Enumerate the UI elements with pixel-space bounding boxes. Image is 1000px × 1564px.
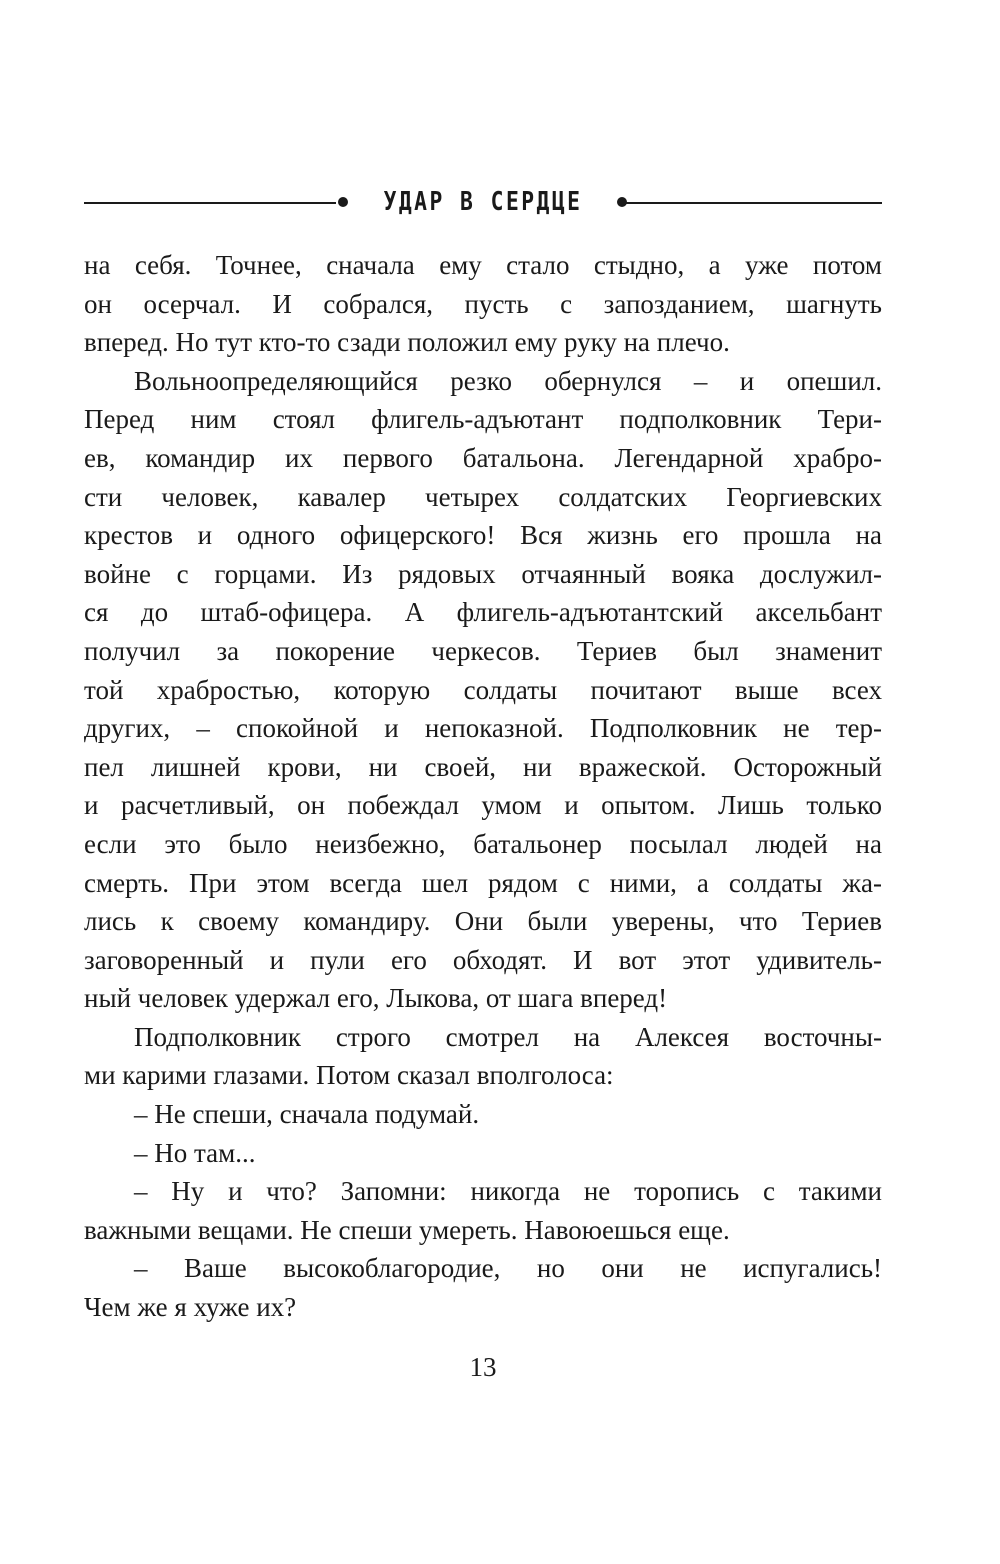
- text-line: он осерчал. И собрался, пусть с запозданием, шагнуть: [84, 288, 882, 319]
- text-line: вперед. Но тут кто-то сзади положил ему руку на плечо.: [84, 327, 730, 358]
- header-rule-left: [84, 202, 336, 204]
- text-line: заговоренный и пули его обходят. И вот этот удивитель-: [84, 944, 882, 975]
- text-line: Подполковник строго смотрел на Алексея восточны-: [134, 1021, 882, 1052]
- text-line: если это было неизбежно, батальонер посылал людей на: [84, 828, 882, 859]
- text-line: пел лишней крови, ни своей, ни вражеской. Осторожный: [84, 751, 882, 782]
- text-line: важными вещами. Не спеши умереть. Навоюешься еще.: [84, 1214, 730, 1245]
- text-line: ми карими глазами. Потом сказал вполголоса:: [84, 1060, 614, 1091]
- header-rule-right: [620, 202, 882, 204]
- text-line: лись к своему командиру. Они были уверены, что Териев: [84, 906, 882, 937]
- text-line: других, – спокойной и непоказной. Подполковник не тер-: [84, 713, 882, 744]
- text-line: смерть. При этом всегда шел рядом с ними, а солдаты жа-: [84, 867, 882, 898]
- text-line: ный человек удержал его, Лыкова, от шага вперед!: [84, 983, 668, 1014]
- header-bullet-left-icon: [338, 197, 348, 207]
- body-text: [84, 246, 882, 1327]
- running-title: УДАР В СЕРДЦЕ: [383, 187, 583, 217]
- text-line: – Но там...: [134, 1137, 256, 1168]
- text-line: на себя. Точнее, сначала ему стало стыдно, а уже потом: [84, 250, 882, 280]
- text-line: ев, командир их первого батальона. Легендарной храбро-: [84, 442, 882, 473]
- text-line: ся до штаб-офицера. А флигель-адъютантский аксельбант: [84, 597, 882, 628]
- text-line: – Ну и что? Запомни: никогда не торопись с такими: [134, 1176, 882, 1207]
- running-header: [84, 183, 882, 221]
- text-line: той храбростью, которую солдаты почитают выше всех: [84, 674, 882, 705]
- text-line: получил за покорение черкесов. Териев был знаменит: [84, 635, 882, 666]
- text-line: войне с горцами. Из рядовых отчаянный вояка дослужил-: [84, 558, 882, 589]
- page-number: 13: [469, 1352, 497, 1382]
- text-line: Перед ним стоял флигель-адъютант подполковник Тери-: [84, 404, 882, 435]
- text-line: – Не спеши, сначала подумай.: [134, 1099, 480, 1130]
- text-line: – Ваше высокоблагородие, но они не испугались!: [134, 1253, 882, 1284]
- text-line: Вольноопределяющийся резко обернулся – и опешил.: [134, 365, 882, 396]
- text-line: сти человек, кавалер четырех солдатских Георгиевских: [84, 481, 882, 512]
- text-line: и расчетливый, он побеждал умом и опытом. Лишь только: [84, 790, 882, 821]
- text-line: Чем же я хуже их?: [84, 1292, 297, 1323]
- text-line: крестов и одного офицерского! Вся жизнь его прошла на: [84, 520, 882, 551]
